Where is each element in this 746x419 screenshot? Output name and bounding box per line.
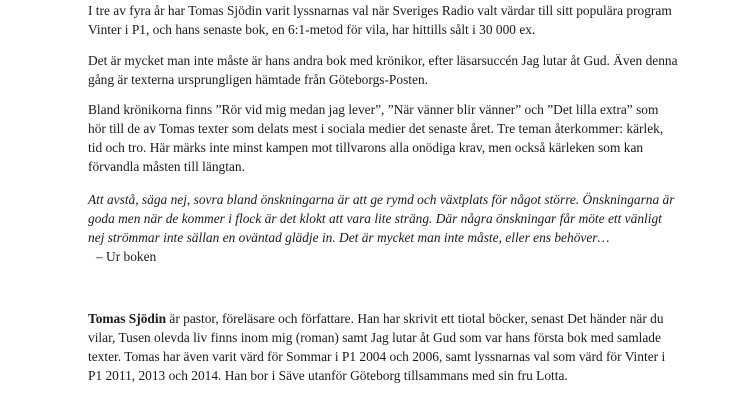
intro-paragraph: I tre av fyra år har Tomas Sjödin varit lyssnarnas val när Sveriges Radio valt värdar till sitt populära program Vinter i P1, och hans senaste bok, en 6:1-metod för vila, har hittills sålt i 30 000 ex. — [88, 3, 672, 37]
author-bio-paragraph — [88, 309, 678, 385]
author-bio: är pastor, föreläsare och författare. Han har skrivit ett tiotal böcker, senast Det händer när du vilar, Tusen olevda liv finns inom mig (roman) samt Jag lutar åt Gud som var hans första bok med samlade texter. Tomas har även varit värd för Sommar i P1 2004 och 2006, samt lyssnarnas val som värd för Vinter i P1 2011, 2013 och 2014. Han bor i Säve utanför Göteborg tillsammans med sin fru Lotta. — [88, 311, 666, 383]
quote-source: – Ur boken — [96, 249, 157, 264]
columns-paragraph: Bland krönikorna finns ”Rör vid mig medan jag lever”, ”När vänner blir vänner” och ”Det lilla extra” som hör till de av Tomas texter som delats mest i sociala medier det senaste året. Tre teman återkommer: kärlek, tid och tro. Här märks inte minst kampen mot tillvarons alla onödiga krav, men också kärleken som kan förvandla måsten till längtan. — [88, 102, 664, 174]
author-name: Tomas Sjödin — [88, 311, 167, 326]
book-quote — [88, 190, 678, 266]
second-book-paragraph: Det är mycket man inte måste är hans andra bok med krönikor, efter läsarsuccén Jag lutar åt Gud. Även denna gång är texterna ursprungligen hämtade från Göteborgs-Posten. — [88, 53, 678, 87]
quote-text: Att avstå, säga nej, sovra bland önskningarna är att ge rymd och växtplats för något större. Önskningarna är goda men när de kommer i flock är det klokt att vara lite sträng. Där några önskningar får möte ett vänligt nej strömmar inte sällan en oväntad glädje in. Det är mycket man inte måste, eller ens behöver… — [88, 192, 675, 245]
